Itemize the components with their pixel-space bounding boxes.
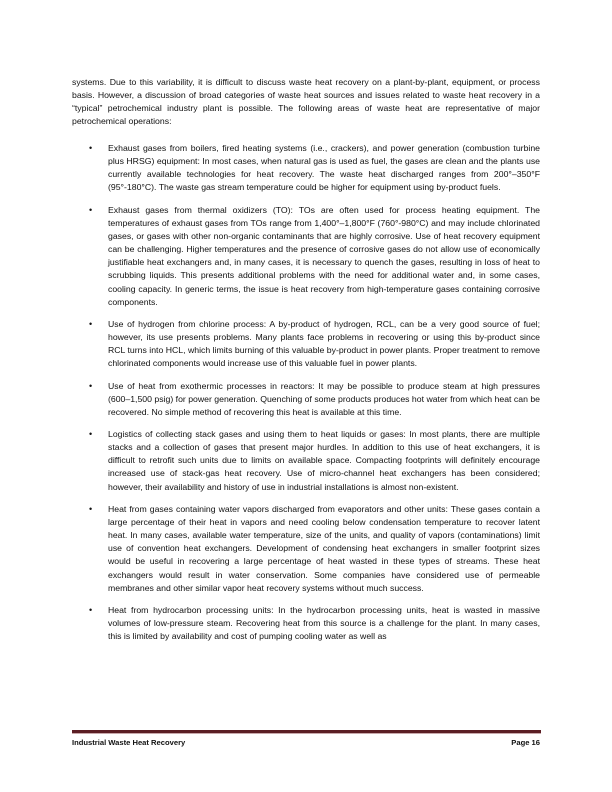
bullet-icon: •: [89, 503, 93, 514]
footer-page-number: Page 16: [511, 738, 540, 747]
bullet-text: Heat from hydrocarbon processing units: In the hydrocarbon processing units, heat is wasted in massive volumes of low-pressure steam. Recovering heat from this source is a challenge for the plant. In many cases, this is limited by availability and cost of pumping cooling water as well as: [108, 604, 540, 642]
bullet-text: Logistics of collecting stack gases and using them to heat liquids or gases: In most plants, there are multiple stacks and a collection of gases that present major hurdles. In addition to this use of heat exchangers, it is difficult to retrofit such units due to limits on available space. Compacting footprints will definitely encourage increased use of stack-gas heat recovery. Use of micro-channel heat exchangers has been considered; however, their availability and history of use in industrial installations is almost non-existent.: [108, 428, 540, 492]
bullet-item: [72, 142, 540, 195]
bullet-icon: •: [89, 318, 93, 329]
bullet-icon: •: [89, 143, 93, 153]
bullet-text: Use of hydrogen from chlorine process: A by-product of hydrogen, RCL, can be a very good source of fuel; however, its use presents problems. Many plants face problems in recovering or using this by-product since RCL turns into HCL, which limits burning of this valuable by-product in power plants. Proper treatment to remove chlorinated components would increase use of this valuable fuel in power plants.: [108, 318, 540, 369]
bullet-icon: •: [89, 204, 93, 215]
waste-heat-bullet-list: [72, 142, 540, 652]
bullet-item: [72, 318, 540, 371]
bullet-item: [72, 428, 540, 494]
bullet-item: [72, 204, 540, 309]
bullet-item: [72, 503, 540, 595]
bullet-text: Heat from gases containing water vapors discharged from evaporators and other units: These gases contain a large percentage of their heat in vapors and need cooling below condensation temperature to recover latent heat. In many cases, available water temperature, size of the units, and quality of vapors (contaminations) limit use of convention heat exchangers. Development of condensing heat exchangers in smaller footprint sizes would be useful in recovering a large percentage of heat wasted in these types of streams. These heat exchangers would result in water conservation. Some companies have considered use of permeable membranes and other similar vapor heat recovery systems without much success.: [108, 503, 540, 593]
intro-paragraph: systems. Due to this variability, it is difficult to discuss waste heat recovery on a plant-by-plant, equipment, or process basis. However, a discussion of broad categories of waste heat sources and issues related to waste heat recovery in a “typical” petrochemical industry plant is possible. The following areas of waste heat are representative of major petrochemical operations:: [72, 77, 540, 127]
bullet-text: Exhaust gases from thermal oxidizers (TO): TOs are often used for process heating equipment. The temperatures of exhaust gases from TOs range from 1,400°–1,800°F (760°-980°C) and may include chlorinated gases, or gases with other non-organic contaminants that are highly corrosive. Use of heat recovery equipment can be challenging. Higher temperatures and the presence of corrosive gases do not allow use of economically justifiable heat exchangers and, in many cases, it is necessary to quench the gases, resulting in loss of heat to scrubbing liquids. This presents additional problems with the need for additional water and, in some cases, cooling capacity. In generic terms, the issue is heat recovery from high-temperature gases containing corrosive components.: [108, 204, 540, 307]
bullet-text: Exhaust gases from boilers, fired heating systems (i.e., crackers), and power generation (combustion turbine plus HRSG) equipment: In most cases, when natural gas is used as fuel, the gases are clean and the plants use currently available technologies for heat recovery. The waste heat discharged ranges from 200°–350°F (95°-180°C). The waste gas stream temperature could be higher for equipment using by-product fuels.: [108, 143, 540, 193]
footer-document-title: Industrial Waste Heat Recovery: [72, 738, 186, 747]
footer-divider-thin: [72, 733, 541, 734]
bullet-item: [72, 380, 540, 419]
bullet-text: Use of heat from exothermic processes in reactors: It may be possible to produce steam at high pressures (600–1,500 psig) for power generation. Quenching of some products produces hot water from which heat can be recovered. No simple method of recovering this heat is available at this time.: [108, 380, 540, 417]
bullet-icon: •: [89, 380, 93, 391]
bullet-icon: •: [89, 428, 93, 439]
bullet-item: [72, 604, 540, 643]
bullet-icon: •: [89, 604, 93, 615]
